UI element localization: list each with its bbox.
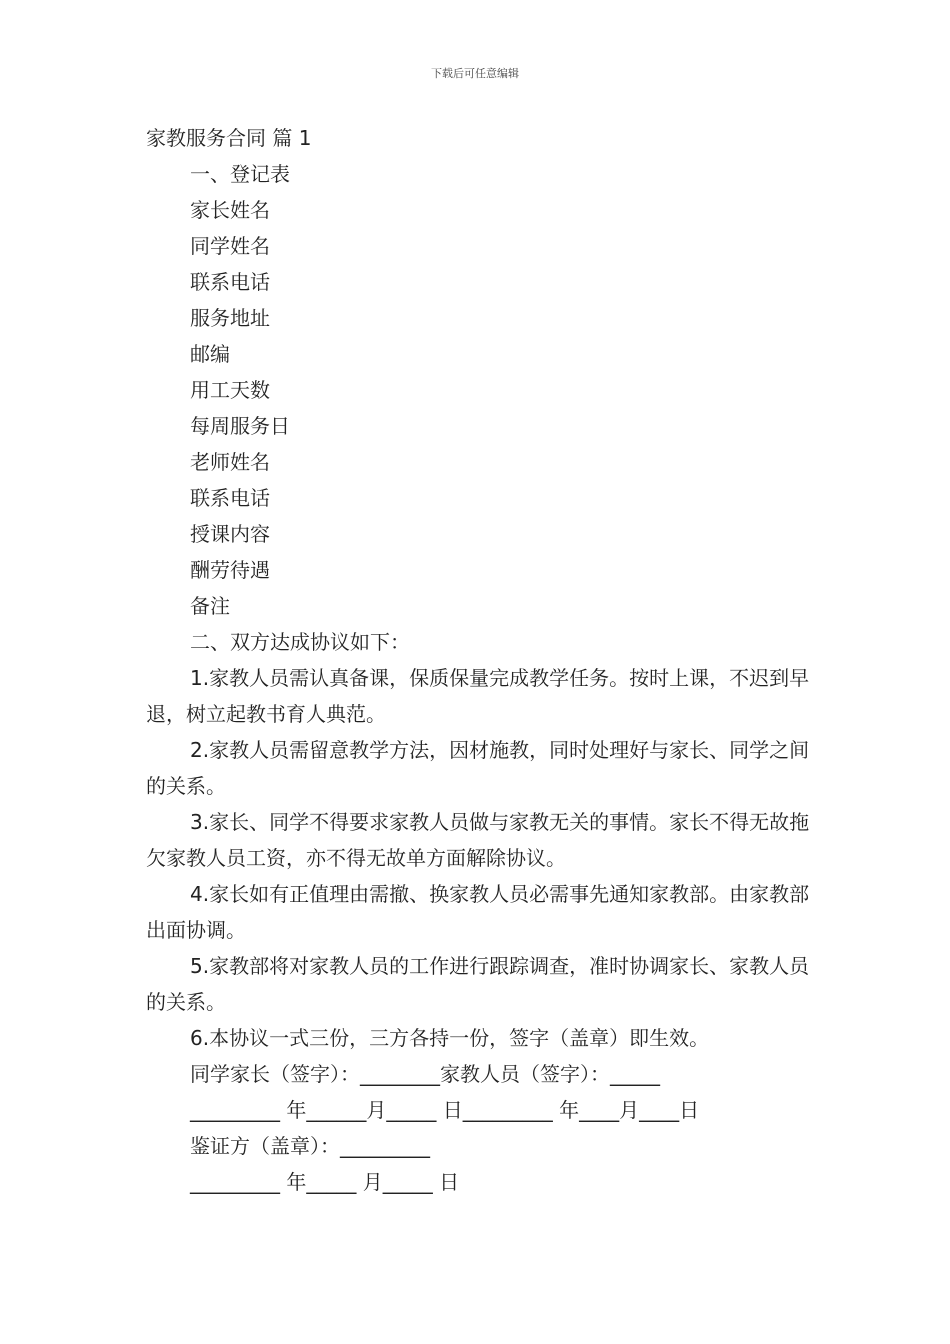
registration-field: 用工天数: [190, 378, 270, 402]
signature-block: [146, 1056, 811, 1200]
registration-field: 同学姓名: [190, 234, 270, 258]
registration-field: 联系电话: [190, 486, 270, 510]
signature-line-witness-date: _________ 年_____ 月_____ 日: [190, 1170, 460, 1194]
registration-field: 酬劳待遇: [190, 558, 270, 582]
registration-field: 服务地址: [190, 306, 270, 330]
clause-paragraph: 6.本协议一式三份，三方各持一份，签字（盖章）即生效。: [190, 1026, 710, 1050]
clause-list: [146, 660, 811, 1056]
signature-line-witness: 鉴证方（盖章）：_________: [190, 1134, 430, 1158]
registration-field: 老师姓名: [190, 450, 270, 474]
clause-paragraph: 4.家长如有正值理由需撤、换家教人员必需事先通知家教部。由家教部出面协调。: [146, 882, 810, 942]
section-heading-registration: 一、登记表: [190, 162, 290, 186]
registration-field: 联系电话: [190, 270, 270, 294]
clause-paragraph: 3.家长、同学不得要求家教人员做与家教无关的事情。家长不得无故拖欠家教人员工资，亦不得无故单方面解除协议。: [146, 810, 810, 870]
signature-line-dates: _________ 年______月_____ 日_________ 年____月____日: [190, 1098, 700, 1122]
document-title: 家教服务合同 篇 1: [146, 126, 312, 150]
registration-field-list: [146, 192, 811, 624]
section-heading-agreement: 二、双方达成协议如下：: [190, 630, 410, 654]
clause-paragraph: 2.家教人员需留意教学方法，因材施教，同时处理好与家长、同学之间的关系。: [146, 738, 810, 798]
registration-field: 家长姓名: [190, 198, 270, 222]
clause-paragraph: 1.家教人员需认真备课，保质保量完成教学任务。按时上课，不迟到早退，树立起教书育人典范。: [146, 666, 810, 726]
registration-field: 邮编: [190, 342, 230, 366]
registration-field: 每周服务日: [190, 414, 290, 438]
registration-field: 授课内容: [190, 522, 270, 546]
page-header: 下载后可任意编辑: [431, 67, 519, 80]
signature-line-parties: 同学家长（签字）：________家教人员（签字）：_____: [190, 1062, 660, 1086]
registration-field: 备注: [190, 594, 230, 618]
document-body: [146, 120, 811, 1200]
clause-paragraph: 5.家教部将对家教人员的工作进行跟踪调查，准时协调家长、家教人员的关系。: [146, 954, 810, 1014]
